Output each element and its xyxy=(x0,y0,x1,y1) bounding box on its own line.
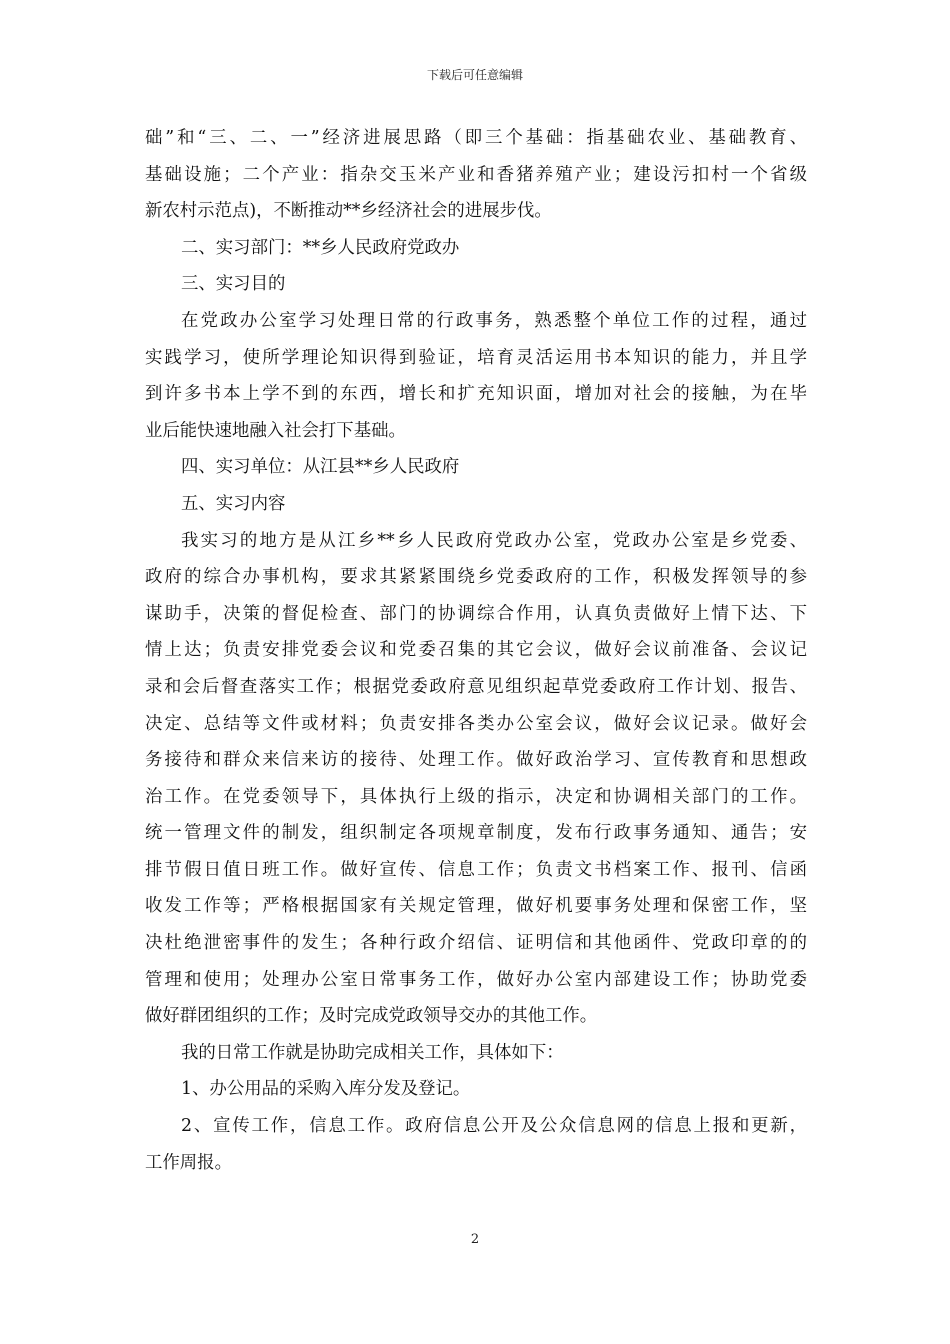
page-header: 下载后可任意编辑 xyxy=(426,68,523,82)
text-line: 政府的综合办事机构，要求其紧紧围绕乡党委政府的工作，积极发挥领导的参 xyxy=(145,567,807,588)
text-line: 统一管理文件的制发，组织制定各项规章制度，发布行政事务通知、通告；安 xyxy=(145,823,807,844)
text-line: 做好群团组织的工作；及时完成党政领导交办的其他工作。 xyxy=(145,1006,598,1027)
text-line: 二、实习部门：**乡人民政府党政办 xyxy=(181,237,460,258)
text-line: 工作周报。 xyxy=(145,1152,232,1173)
text-line: 在党政办公室学习处理日常的行政事务，熟悉整个单位工作的过程，通过 xyxy=(181,310,807,331)
text-line: 我的日常工作就是协助完成相关工作，具体如下： xyxy=(181,1042,564,1063)
text-line: 我实习的地方是从江乡**乡人民政府党政办公室，党政办公室是乡党委、 xyxy=(181,530,807,551)
text-line: 础”和“三、二、一”经济进展思路（即三个基础：指基础农业、基础教育、 xyxy=(145,128,807,148)
text-line: 五、实习内容 xyxy=(181,493,286,514)
text-line: 录和会后督查落实工作；根据党委政府意见组织起草党委政府工作计划、报告、 xyxy=(145,676,807,697)
text-line: 决定、总结等文件或材料；负责安排各类办公室会议，做好会议记录。做好会 xyxy=(145,713,807,734)
text-line: 管理和使用；处理办公室日常事务工作，做好办公室内部建设工作；协助党委 xyxy=(145,969,807,990)
text-line: 三、实习目的 xyxy=(181,274,286,295)
text-line: 谋助手，决策的督促检查、部门的协调综合作用，认真负责做好上情下达、下 xyxy=(145,603,807,624)
text-line: 收发工作等；严格根据国家有关规定管理，做好机要事务处理和保密工作，坚 xyxy=(145,896,807,917)
page-number: 2 xyxy=(470,1232,480,1247)
text-line: 四、实习单位：从江县**乡人民政府 xyxy=(181,457,460,478)
text-line: 到许多书本上学不到的东西，增长和扩充知识面，增加对社会的接触，为在毕 xyxy=(145,384,807,405)
text-line: 排节假日值日班工作。做好宣传、信息工作；负责文书档案工作、报刊、信函 xyxy=(145,859,807,880)
text-line: 治工作。在党委领导下，具体执行上级的指示，决定和协调相关部门的工作。 xyxy=(145,786,807,807)
text-line: 业后能快速地融入社会打下基础。 xyxy=(145,420,406,441)
text-line: 1、办公用品的采购入库分发及登记。 xyxy=(181,1079,471,1100)
text-line: 务接待和群众来信来访的接待、处理工作。做好政治学习、宣传教育和思想政 xyxy=(145,750,807,771)
text-line: 决杜绝泄密事件的发生；各种行政介绍信、证明信和其他函件、党政印章的的 xyxy=(145,933,807,954)
text-line: 情上达；负责安排党委会议和党委召集的其它会议，做好会议前准备、会议记 xyxy=(145,640,807,661)
text-line: 2、宣传工作，信息工作。政府信息公开及公众信息网的信息上报和更新， xyxy=(181,1116,807,1137)
text-line: 新农村示范点)，不断推动**乡经济社会的进展步伐。 xyxy=(145,201,552,222)
document-body xyxy=(145,120,807,1181)
text-line: 实践学习，使所学理论知识得到验证，培育灵活运用书本知识的能力，并且学 xyxy=(145,347,807,368)
text-line: 基础设施；二个产业：指杂交玉米产业和香猪养殖产业；建设污扣村一个省级 xyxy=(145,164,807,185)
